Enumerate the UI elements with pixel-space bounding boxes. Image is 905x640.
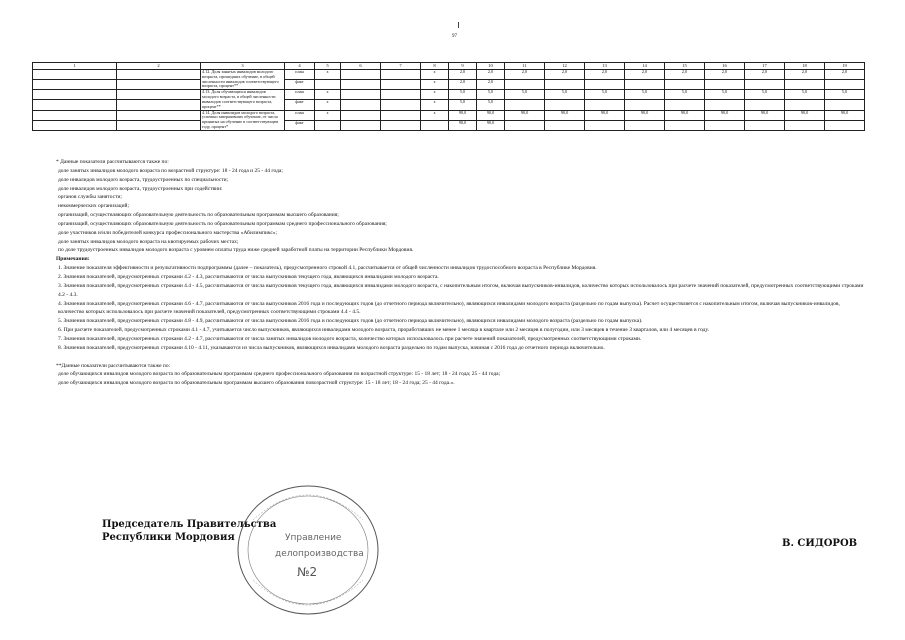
note-line: организаций, осуществляющих образовательную деятельность по образовательным программам среднего профессионального образования;	[58, 220, 387, 227]
header-cell: 19	[825, 63, 865, 70]
table-cell	[117, 110, 201, 120]
header-cell: 4	[285, 63, 315, 70]
table-cell	[625, 120, 665, 130]
table-cell	[117, 80, 201, 90]
official-seal	[233, 480, 383, 620]
table-cell: 90,0	[505, 110, 545, 120]
table-cell	[785, 80, 825, 90]
table-cell: 2,0	[745, 70, 785, 80]
table-cell	[545, 80, 585, 90]
table-cell: 2,0	[625, 70, 665, 80]
table-row	[33, 80, 865, 90]
table-row	[33, 120, 865, 130]
table-cell	[825, 80, 865, 90]
table-cell: 90,0	[477, 120, 505, 130]
table-cell: 5,0	[785, 90, 825, 100]
note-line: организаций, осуществляющих образовательную деятельность по образовательным программам высшего образования;	[58, 212, 339, 219]
table-cell: 2,0	[477, 70, 505, 80]
table-cell: 2,0	[449, 80, 477, 90]
stamp-line3: №2	[297, 565, 318, 579]
table-cell: х	[315, 100, 341, 110]
table-cell: 2,0	[545, 70, 585, 80]
table-header-row	[33, 63, 865, 70]
table-cell: 5,0	[705, 90, 745, 100]
table-cell	[381, 90, 421, 100]
header-cell: 17	[745, 63, 785, 70]
stamp-line2: делопроизводства	[275, 549, 364, 559]
header-cell: 16	[705, 63, 745, 70]
note-line: органов службы занятости;	[58, 194, 122, 201]
table-cell	[117, 90, 201, 100]
table-cell: 5,0	[625, 90, 665, 100]
table-cell	[705, 120, 745, 130]
table-cell: план	[285, 70, 315, 80]
table-row	[33, 90, 865, 100]
table-cell: 90,0	[449, 120, 477, 130]
table-cell: 2,0	[665, 70, 705, 80]
table-cell: 2,0	[449, 70, 477, 80]
table-cell	[315, 80, 341, 90]
indicators-table	[32, 62, 865, 131]
table-cell: 2,0	[705, 70, 745, 80]
header-cell: 2	[117, 63, 201, 70]
note-line: некоммерческих организаций;	[58, 203, 130, 210]
note-line: 4. Значения показателей, предусмотренных строками 4.6 - 4.7, рассчитываются от числа выпускников 2016 года и последующих годов (до отчетного периода включительно), являющихся инвалидами молодого возраста (раздельно по годам выпуска). Расчет осуществляется с накопительным итогом, включая выпускников-инвалидов, количество которых использовалось при расчете значений показателей, предусмотренных соответствующими строками 4.4 - 4.5.	[58, 300, 840, 316]
table-cell	[665, 80, 705, 90]
notes-block	[56, 158, 866, 388]
table-cell	[745, 120, 785, 130]
table-cell	[341, 110, 381, 120]
table-cell: 90,0	[477, 110, 505, 120]
note-line: доле обучающихся инвалидов молодого возраста по образовательным программам высшего образования повозрастной структуре: 15 - 18 лет; 18 - 24 года; 25 - 44 года.».	[58, 380, 455, 387]
table-cell	[117, 100, 201, 110]
table-cell: 90,0	[665, 110, 705, 120]
note-line: доле инвалидов молодого возраста, трудоустроенных по специальности;	[58, 176, 229, 183]
table-cell	[341, 90, 381, 100]
table-cell	[705, 80, 745, 90]
table-cell	[665, 100, 705, 110]
table-cell: 5,0	[449, 100, 477, 110]
table-cell: 90,0	[625, 110, 665, 120]
header-cell: 6	[341, 63, 381, 70]
table-cell: 5,0	[477, 100, 505, 110]
note-line: 3. Значения показателей, предусмотренных строками 4.4 - 4.5, рассчитываются от числа выпускников текущего года, являющихся инвалидами молодого возраста, с накопительным итогом, включая выпускников-инвалидов, количество которых использовалось при расчете значений показателей, предусмотренных соответствующими строками 4.2 - 4.3.	[58, 282, 864, 298]
note-line: 2. Значения показателей, предусмотренных строками 4.2 - 4.3, рассчитываются от числа выпускников текущего года, являющихся инвалидами молодого возраста.	[58, 273, 439, 280]
note-line: доле обучающихся инвалидов молодого возраста по образовательным программам среднего профессионального образования по возрастной структуре: 15 - 18 лет; 18 - 24 года; 25 - 44 года;	[58, 371, 501, 378]
page-number: 97	[452, 34, 457, 39]
table-cell	[381, 120, 421, 130]
table-cell: 5,0	[545, 90, 585, 100]
star1-list	[56, 167, 866, 255]
note-line: доле участников и/или победителей конкурса профессионального мастерства «Абилимпикс»;	[58, 229, 278, 236]
table-cell	[505, 100, 545, 110]
stamp-line1: Управление	[285, 533, 342, 543]
signature-title-line1: Председатель Правительства	[102, 519, 277, 530]
table-cell	[545, 100, 585, 110]
table-cell: факт	[285, 80, 315, 90]
table-cell	[785, 120, 825, 130]
table-cell	[117, 120, 201, 130]
table-cell: факт	[285, 100, 315, 110]
header-cell: 14	[625, 63, 665, 70]
table-cell	[825, 120, 865, 130]
header-cell: 12	[545, 63, 585, 70]
header-cell: 11	[505, 63, 545, 70]
header-cell: 9	[449, 63, 477, 70]
table-cell	[381, 110, 421, 120]
table-cell	[33, 120, 117, 130]
table-cell: 2,0	[585, 70, 625, 80]
table-cell	[625, 100, 665, 110]
note-line: 6. При расчете показателей, предусмотренных строками 4.1 - 4.7, учитывается число выпускников, являющихся инвалидами молодого возраста, проработавших не менее 1 месяца в квартале или 2 месяцев в полугодии, или 3 месяцев в течение 3 кварталов, или 4 месяцев в году.	[58, 327, 710, 334]
table-cell: факт	[285, 120, 315, 130]
note-line: 5. Значения показателей, предусмотренных строками 4.8 - 4.9, рассчитываются от числа выпускников 2016 года и последующих годов (до отчетного периода включительно), являющихся инвалидами молодого возраста (раздельно по годам выпуска).	[58, 318, 643, 325]
table-cell: 5,0	[825, 90, 865, 100]
table-cell: 90,0	[705, 110, 745, 120]
table-cell	[33, 110, 117, 120]
table-cell	[33, 80, 117, 90]
table-cell: х	[315, 90, 341, 100]
table-cell: 4.13. Доля обучающихся инвалидов молодого возраста, в общей численности инвалидов соответствующего возраста, процент**	[201, 90, 285, 110]
table-cell	[705, 100, 745, 110]
note-line: доле занятых инвалидов молодого возраста на квотируемых рабочих местах;	[58, 238, 239, 245]
page-tick	[458, 22, 459, 28]
table-cell	[421, 120, 449, 130]
table-cell	[33, 100, 117, 110]
table-cell: 5,0	[505, 90, 545, 100]
star2-title: **Данные показатели рассчитываются также по:	[56, 362, 171, 369]
table-cell	[585, 100, 625, 110]
header-cell: 13	[585, 63, 625, 70]
table-cell	[341, 70, 381, 80]
table-cell	[745, 80, 785, 90]
table-cell: 2,0	[785, 70, 825, 80]
note-line: доле занятых инвалидов молодого возраста по возрастной структуре: 18 - 24 года и 25 - 44 года;	[58, 167, 283, 174]
header-cell: 5	[315, 63, 341, 70]
table-cell: 90,0	[825, 110, 865, 120]
table-cell: х	[315, 110, 341, 120]
table-cell: 4.12. Доля занятых инвалидов молодого возраста, прошедших обучение, в общей численности инвалидов соответствующего возраста, процент**	[201, 70, 285, 90]
table-cell	[315, 120, 341, 130]
table-cell: 90,0	[449, 110, 477, 120]
table-cell	[341, 120, 381, 130]
header-cell: 10	[477, 63, 505, 70]
table-cell	[545, 120, 585, 130]
table-cell	[341, 80, 381, 90]
table-cell	[625, 80, 665, 90]
table-cell: 4.14. Доля инвалидов молодого возраста, успешно завершивших обучение, от числа принятых на обучение в соответствующем году, процент*	[201, 110, 285, 130]
table-cell	[505, 80, 545, 90]
table-cell	[585, 120, 625, 130]
table-cell: 5,0	[585, 90, 625, 100]
table-cell	[381, 70, 421, 80]
table-cell: х	[421, 100, 449, 110]
table-cell	[381, 80, 421, 90]
table-cell: 2,0	[477, 80, 505, 90]
table-cell	[341, 100, 381, 110]
table-cell: 5,0	[745, 90, 785, 100]
table-cell: план	[285, 110, 315, 120]
table-cell: 90,0	[545, 110, 585, 120]
header-cell: 1	[33, 63, 117, 70]
note-line: доле инвалидов молодого возраста, трудоустроенных при содействии:	[58, 185, 223, 192]
table-cell: х	[421, 70, 449, 80]
table-row	[33, 70, 865, 80]
table-cell: х	[421, 110, 449, 120]
table-cell	[117, 70, 201, 80]
note-line: 7. Значения показателей, предусмотренных строками 4.2 - 4.7, рассчитываются от числа занятых инвалидов молодого возраста, количество которых использовалось при расчете значений показателей, предусмотренных соответствующими строками.	[58, 335, 642, 342]
table-cell: 90,0	[785, 110, 825, 120]
header-cell: 15	[665, 63, 705, 70]
table-cell: х	[421, 80, 449, 90]
table-cell: 90,0	[745, 110, 785, 120]
table-row	[33, 110, 865, 120]
table-cell	[381, 100, 421, 110]
signature-name: В. СИДОРОВ	[782, 538, 858, 549]
table-cell: 2,0	[825, 70, 865, 80]
header-cell: 7	[381, 63, 421, 70]
table-cell: 2,0	[505, 70, 545, 80]
table-cell	[505, 120, 545, 130]
header-cell: 3	[201, 63, 285, 70]
remarks-list	[56, 264, 866, 352]
remarks-title: Примечания:	[56, 256, 90, 263]
table-cell: х	[421, 90, 449, 100]
note-line: 1. Значение показателя эффективности и результативности подпрограммы (далее – показатель), предусмотренного строкой 4.1, рассчитывается от общей численности инвалидов трудоспособного возраста в Республике Мордовия.	[58, 265, 597, 272]
table-cell	[665, 120, 705, 130]
note-line: по доле трудоустроенных инвалидов молодого возраста с уровнем оплаты труда ниже средней заработной платы на территории Республики Мордовия.	[58, 247, 414, 254]
table-row	[33, 100, 865, 110]
table-cell	[33, 70, 117, 80]
star2-list	[56, 370, 866, 388]
table-cell: 5,0	[477, 90, 505, 100]
table-cell: 5,0	[449, 90, 477, 100]
table-cell: х	[315, 70, 341, 80]
table-cell: 90,0	[585, 110, 625, 120]
star1-title: * Данные показатели рассчитываются также по:	[56, 159, 169, 165]
table-cell	[825, 100, 865, 110]
table-cell: 5,0	[665, 90, 705, 100]
header-cell: 18	[785, 63, 825, 70]
table-cell	[585, 80, 625, 90]
table-cell	[33, 90, 117, 100]
signature-title-line2: Республики Мордовия	[102, 532, 235, 543]
table-cell	[785, 100, 825, 110]
note-line: 8. Значения показателей, предусмотренных строками 4.10 - 4.11, указываются из числа выпускников, являющихся инвалидами молодого возраста раздельно по годам выпуска, начиная с 2016 года до отчетного периода включительно.	[58, 344, 605, 351]
table-cell	[745, 100, 785, 110]
header-cell: 8	[421, 63, 449, 70]
table-cell: план	[285, 90, 315, 100]
